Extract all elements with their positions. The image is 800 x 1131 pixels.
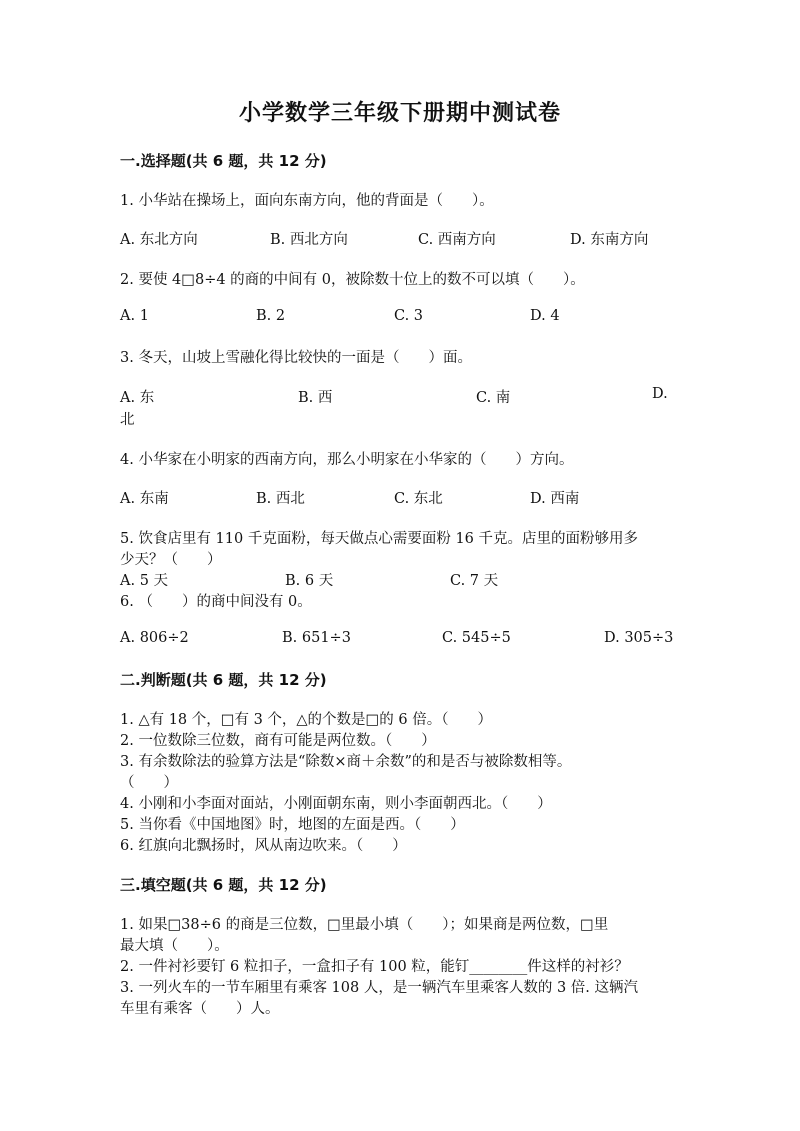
option-c: C. 545÷5: [442, 630, 511, 646]
question-text: 2. 要使 4□8÷4 的商的中间有 0，被除数十位上的数不可以填（ ）。: [120, 272, 585, 288]
option-d-wrap: 北: [120, 412, 135, 428]
fill-item-wrap: 车里有乘客（ ）人。: [120, 1001, 280, 1017]
option-a: A. 东南: [120, 491, 169, 507]
option-b: B. 西: [298, 390, 333, 406]
question-text: 6. （ ）的商中间没有 0。: [120, 594, 312, 610]
section-heading-choice: 一.选择题(共 6 题，共 12 分): [120, 152, 327, 170]
option-d: D. 东南方向: [570, 232, 649, 248]
question-text-wrap: 少天？（ ）: [120, 552, 222, 568]
option-a: A. 东北方向: [120, 232, 198, 248]
option-d: D. 4: [530, 308, 560, 324]
judgement-item: 2. 一位数除三位数，商有可能是两位数。（ ）: [120, 733, 436, 749]
option-d: D. 305÷3: [604, 630, 674, 646]
option-b: B. 2: [256, 308, 286, 324]
option-c: C. 东北: [394, 491, 443, 507]
question-options: [120, 569, 680, 591]
option-b: B. 西北方向: [270, 232, 348, 248]
question-text: 4. 小华家在小明家的西南方向，那么小明家在小华家的（ ）方向。: [120, 452, 574, 468]
option-b: B. 651÷3: [282, 630, 351, 646]
section-heading-fill-blank: 三.填空题(共 6 题，共 12 分): [120, 876, 327, 894]
option-b: B. 6 天: [285, 573, 334, 589]
judgement-item: 1. △有 18 个，□有 3 个，△的个数是□的 6 倍。（ ）: [120, 712, 492, 728]
page-title: 小学数学三年级下册期中测试卷: [238, 100, 561, 126]
fill-item: 2. 一件衬衫要钉 6 粒扣子，一盒扣子有 100 粒，能钉________件这样的衬衫？: [120, 959, 629, 975]
option-a: A. 1: [120, 308, 149, 324]
judgement-item-wrap: （ ）: [120, 775, 178, 791]
fill-item: 1. 如果□38÷6 的商是三位数，□里最小填（ ）；如果商是两位数，□里: [120, 917, 609, 933]
option-c: C. 3: [394, 308, 424, 324]
question-options: [120, 228, 680, 250]
section-heading-judgement: 二.判断题(共 6 题，共 12 分): [120, 671, 327, 689]
question-options: [120, 487, 680, 509]
judgement-item: 3. 有余数除法的验算方法是“除数×商＋余数”的和是否与被除数相等。: [120, 754, 572, 770]
option-a: A. 东: [120, 390, 155, 406]
judgement-item: 4. 小刚和小李面对面站，小刚面朝东南，则小李面朝西北。（ ）: [120, 796, 552, 812]
judgement-item: 5. 当你看《中国地图》时，地图的左面是西。（ ）: [120, 817, 465, 833]
option-a: A. 5 天: [120, 573, 169, 589]
option-c: C. 7 天: [450, 573, 499, 589]
fill-item-wrap: 最大填（ ）。: [120, 938, 229, 954]
question-options: [120, 308, 680, 330]
option-d: D.: [652, 386, 668, 402]
option-c: C. 西南方向: [418, 232, 496, 248]
question-text: 1. 小华站在操场上，面向东南方向，他的背面是（ ）。: [120, 193, 494, 209]
question-options: [120, 386, 680, 408]
option-a: A. 806÷2: [120, 630, 189, 646]
question-text: 5. 饮食店里有 110 千克面粉，每天做点心需要面粉 16 千克。店里的面粉够用多: [120, 531, 639, 547]
option-c: C. 南: [476, 390, 511, 406]
question-options: [120, 630, 680, 652]
option-b: B. 西北: [256, 491, 305, 507]
judgement-item: 6. 红旗向北飘扬时，风从南边吹来。（ ）: [120, 838, 407, 854]
fill-item: 3. 一列火车的一节车厢里有乘客 108 人，是一辆汽车里乘客人数的 3 倍. 这辆汽: [120, 980, 638, 996]
question-text: 3. 冬天，山坡上雪融化得比较快的一面是（ ）面。: [120, 350, 472, 366]
option-d: D. 西南: [530, 491, 580, 507]
